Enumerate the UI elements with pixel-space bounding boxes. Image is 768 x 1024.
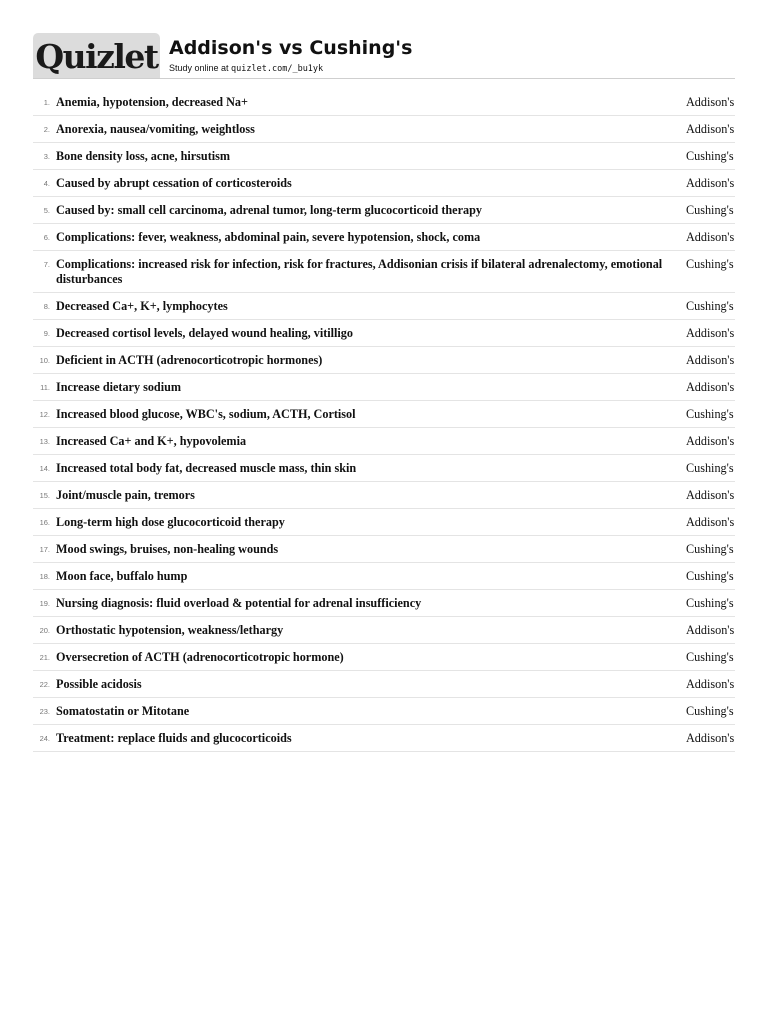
- page-header: [33, 33, 735, 79]
- term-text: Bone density loss, acne, hirsutism: [56, 149, 231, 163]
- term-text: Joint/muscle pain, tremors: [56, 488, 195, 502]
- set-url: quizlet.com/_bu1yk: [231, 64, 324, 74]
- term-definition: Cushing's: [686, 149, 734, 163]
- term-text: Increase dietary sodium: [56, 380, 182, 394]
- term-number: 23.: [39, 707, 50, 716]
- term-definition: Cushing's: [686, 650, 734, 664]
- term-text: Anorexia, nausea/vomiting, weightloss: [56, 122, 255, 136]
- term-row: [33, 347, 735, 374]
- study-online-line: [169, 62, 412, 75]
- term-text: Caused by: small cell carcinoma, adrenal tumor, long-term glucocorticoid therapy: [56, 203, 482, 217]
- term-row: [33, 644, 735, 671]
- term-row: [33, 143, 735, 170]
- term-text: Deficient in ACTH (adrenocorticotropic hormones): [56, 353, 323, 367]
- term-text: Orthostatic hypotension, weakness/lethargy: [56, 623, 284, 637]
- term-row: [33, 563, 735, 590]
- term-number: 5.: [43, 206, 50, 215]
- term-text: Moon face, buffalo hump: [56, 569, 188, 583]
- set-title: Addison's vs Cushing's: [169, 37, 413, 59]
- term-definition: Cushing's: [686, 407, 734, 421]
- term-definition: Cushing's: [686, 299, 734, 313]
- subtitle-prefix: Study online at: [169, 63, 232, 73]
- term-number: 13.: [39, 437, 50, 446]
- term-definition: Addison's: [686, 353, 735, 367]
- term-row: [33, 170, 735, 197]
- term-text: Decreased cortisol levels, delayed wound healing, vitilligo: [56, 326, 353, 340]
- term-row: [33, 617, 735, 644]
- term-number: 12.: [39, 410, 50, 419]
- term-row: [33, 197, 735, 224]
- term-text: Complications: fever, weakness, abdominal pain, severe hypotension, shock, coma: [56, 230, 481, 244]
- term-number: 8.: [43, 302, 50, 311]
- term-definition: Addison's: [686, 488, 735, 502]
- term-row: [33, 251, 735, 293]
- term-number: 18.: [39, 572, 50, 581]
- term-row: [33, 536, 735, 563]
- term-row: [33, 482, 735, 509]
- term-number: 21.: [39, 653, 50, 662]
- term-row: [33, 428, 735, 455]
- term-row: [33, 455, 735, 482]
- term-number: 11.: [40, 383, 50, 392]
- term-definition: Addison's: [686, 515, 735, 529]
- term-number: 6.: [43, 233, 50, 242]
- term-definition: Cushing's: [686, 596, 734, 610]
- term-definition: Cushing's: [686, 461, 734, 475]
- term-number: 17.: [39, 545, 50, 554]
- term-row: [33, 320, 735, 347]
- term-row: [33, 401, 735, 428]
- term-definition: Addison's: [686, 623, 735, 637]
- term-row: [33, 374, 735, 401]
- term-text: Complications: increased risk for infection, risk for fractures, Addisonian crisis if bilateral adrenalectomy, emotional disturbances: [56, 257, 663, 286]
- term-number: 2.: [43, 125, 50, 134]
- terms-list: [33, 89, 735, 752]
- term-definition: Addison's: [686, 230, 735, 244]
- term-text: Oversecretion of ACTH (adrenocorticotropic hormone): [56, 650, 344, 664]
- term-number: 14.: [39, 464, 50, 473]
- term-definition: Addison's: [686, 95, 735, 109]
- term-text: Caused by abrupt cessation of corticosteroids: [56, 176, 292, 190]
- term-definition: Cushing's: [686, 542, 734, 556]
- term-definition: Cushing's: [686, 704, 734, 718]
- term-text: Anemia, hypotension, decreased Na+: [56, 95, 248, 109]
- term-number: 22.: [39, 680, 50, 689]
- term-text: Mood swings, bruises, non-healing wounds: [56, 542, 279, 556]
- term-number: 10.: [39, 356, 50, 365]
- term-text: Somatostatin or Mitotane: [56, 704, 190, 718]
- title-block: [169, 33, 412, 75]
- term-number: 24.: [39, 734, 50, 743]
- logo-text: Quizlet: [35, 37, 158, 76]
- term-number: 19.: [39, 599, 50, 608]
- term-number: 4.: [43, 179, 50, 188]
- term-row: [33, 224, 735, 251]
- term-number: 9.: [43, 329, 50, 338]
- term-definition: Addison's: [686, 122, 735, 136]
- term-row: [33, 293, 735, 320]
- term-number: 15.: [39, 491, 50, 500]
- term-number: 20.: [39, 626, 50, 635]
- term-definition: Addison's: [686, 434, 735, 448]
- term-definition: Addison's: [686, 326, 735, 340]
- quizlet-logo: [33, 33, 160, 78]
- term-row: [33, 698, 735, 725]
- term-definition: Cushing's: [686, 257, 734, 271]
- term-number: 16.: [39, 518, 50, 527]
- term-row: [33, 590, 735, 617]
- term-text: Long-term high dose glucocorticoid therapy: [56, 515, 285, 529]
- term-definition: Addison's: [686, 176, 735, 190]
- term-row: [33, 725, 735, 752]
- term-row: [33, 89, 735, 116]
- term-definition: Cushing's: [686, 203, 734, 217]
- term-row: [33, 116, 735, 143]
- term-number: 3.: [43, 152, 50, 161]
- term-text: Increased blood glucose, WBC's, sodium, ACTH, Cortisol: [56, 407, 356, 421]
- term-number: 1.: [43, 98, 50, 107]
- term-text: Decreased Ca+, K+, lymphocytes: [56, 299, 228, 313]
- term-row: [33, 671, 735, 698]
- term-definition: Addison's: [686, 731, 735, 745]
- term-text: Increased Ca+ and K+, hypovolemia: [56, 434, 247, 448]
- document-page: [33, 33, 735, 752]
- term-definition: Cushing's: [686, 569, 734, 583]
- term-text: Increased total body fat, decreased muscle mass, thin skin: [56, 461, 357, 475]
- term-definition: Addison's: [686, 380, 735, 394]
- term-text: Treatment: replace fluids and glucocorticoids: [56, 731, 292, 745]
- term-definition: Addison's: [686, 677, 735, 691]
- term-text: Possible acidosis: [56, 677, 142, 691]
- term-number: 7.: [43, 260, 50, 269]
- term-text: Nursing diagnosis: fluid overload & potential for adrenal insufficiency: [56, 596, 422, 610]
- term-row: [33, 509, 735, 536]
